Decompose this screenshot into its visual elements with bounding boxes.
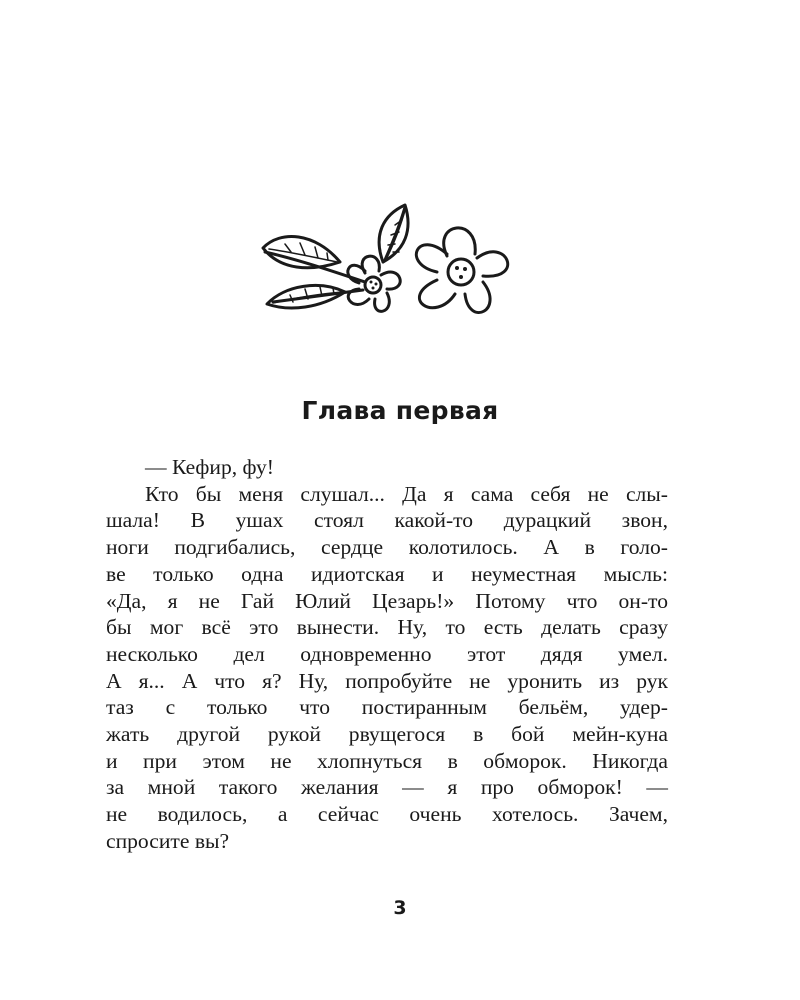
text-line: таз с только что постиранным бельём, удер-: [106, 695, 668, 720]
text-line: «Да, я не Гай Юлий Цезарь!» Потому что он-то: [106, 588, 668, 613]
text-line: ве только одна идиотская и неуместная мысль:: [106, 561, 668, 586]
body-text: [106, 454, 668, 855]
floral-ornament-icon: [255, 200, 535, 330]
text-line: спросите вы?: [106, 828, 230, 853]
text-line: Кто бы меня слушал... Да я сама себя не слы-: [145, 481, 668, 506]
text-line: жать другой рукой рвущегося в бой мейн-куна: [106, 722, 668, 747]
text-line: и при этом не хлопнуться в обморок. Никогда: [106, 748, 668, 773]
paragraph-2: [106, 481, 668, 855]
text-line: А я... А что я? Ну, попробуйте не уронить из рук: [106, 668, 668, 693]
text-line: шала! В ушах стоял какой-то дурацкий звон,: [106, 508, 668, 533]
text-line: — Кефир, фу!: [145, 455, 275, 479]
page-number: 3: [393, 897, 407, 919]
text-line: ноги подгибались, сердце колотилось. А в голо-: [106, 535, 668, 560]
text-line: бы мог всё это вынести. Ну, то есть делать сразу: [106, 615, 668, 640]
chapter-title: Глава первая: [301, 396, 499, 425]
text-line: за мной такого желания — я про обморок! —: [106, 775, 668, 800]
paragraph-1: [106, 454, 668, 481]
text-line: не водилось, а сейчас очень хотелось. Зачем,: [106, 802, 668, 827]
text-line: несколько дел одновременно этот дядя умел.: [106, 641, 668, 666]
